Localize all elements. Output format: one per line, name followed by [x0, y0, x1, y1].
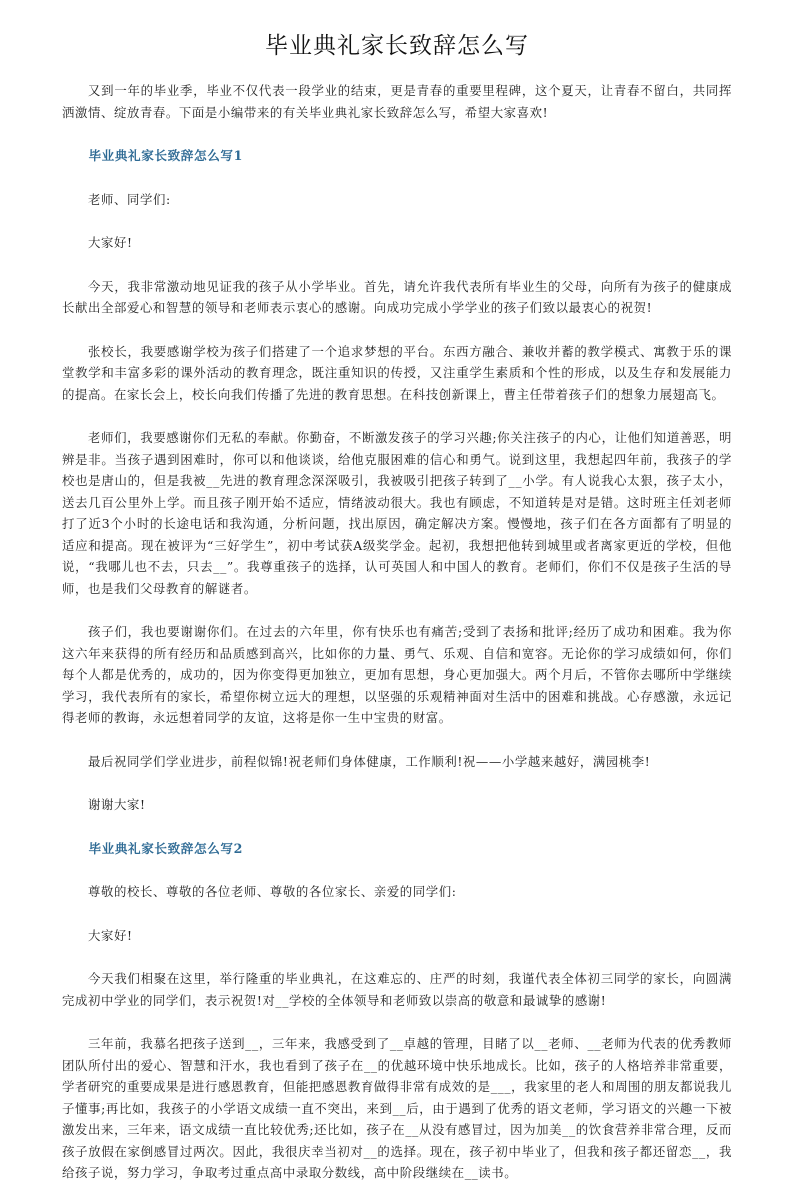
section-heading-2: 毕业典礼家长致辞怎么写2 — [88, 840, 243, 856]
spacer — [62, 405, 732, 427]
closing-wishes: 最后祝同学们学业进步，前程似锦!祝老师们身体健康，工作顺利!祝——小学越来越好，满园桃李! — [88, 753, 651, 769]
body-paragraph: 张校长，我要感谢学校为孩子们搭建了一个追求梦想的平台。东西方融合、兼收并蓄的教学模式、寓教于乐的课堂教学和丰富多彩的课外活动的教育理念，既注重知识的传授，又注重学生素质和个性的形成，以及生存和发展能力的提高。在家长会上，校长向我们传播了先进的教育思想。在科技创新课上，曹主任带着孩子们的想象力展翅高飞。 — [62, 343, 732, 402]
spacer — [62, 319, 732, 341]
spacer — [62, 599, 732, 621]
document-title: 毕业典礼家长致辞怎么写 — [265, 33, 529, 59]
body-paragraph: 今天我们相聚在这里，举行隆重的毕业典礼，在这难忘的、庄严的时刻，我谨代表全体初三同学的家长，向圆满完成初中学业的同学们，表示祝贺!对__学校的全体领导和老师致以崇高的敬意和最诚挚的感谢! — [62, 971, 732, 1008]
spacer — [62, 167, 732, 189]
section-heading-1: 毕业典礼家长致辞怎么写1 — [88, 148, 243, 163]
body-paragraph: 老师们，我要感谢你们无私的奉献。你勤奋，不断激发孩子的学习兴趣;你关注孩子的内心，让他们知道善恶，明辨是非。当孩子遇到困难时，你可以和他谈谈，给他克服困难的信心和勇气。说到这里，我想起四年前，我孩子的学校也是唐山的，但是我被__先进的教育理念深深吸引，我被吸引把孩子转到了__小学。有人说我心太狠，孩子太小，送去几百公里外上学。而且孩子刚开始不适应，情绪波动很大。我也有顾虑，不知道转是对是错。这时班主任刘老师打了近3个小时的长途电话和我沟通，分析问题，找出原因，确定解决方案。慢慢地，孩子们在各方面都有了明显的适应和提高。现在被评为“三好学生”，初中考试获A级奖学金。起初，我想把他转到城里或者离家更近的学校，但他说，“我哪儿也不去，只去__”。我尊重孩子的选择，认可英国人和中国人的教育。老师们，你们不仅是孩子生活的导师，也是我们父母教育的解谜者。 — [62, 430, 732, 596]
spacer — [62, 729, 732, 751]
body-paragraph: 今天，我非常激动地见证我的孩子从小学毕业。首先，请允许我代表所有毕业生的父母，向所有为孩子的健康成长献出全部爱心和智慧的领导和老师表示衷心的感谢。向成功完成小学学业的孩子们致以最衷心的祝贺! — [62, 278, 732, 315]
intro-paragraph: 又到一年的毕业季，毕业不仅代表一段学业的结束，更是青春的重要里程碑，这个夏天，让青春不留白，共同挥洒激情、绽放青春。下面是小编带来的有关毕业典礼家长致辞怎么写，希望大家喜欢! — [62, 83, 732, 120]
thanks: 谢谢大家! — [88, 797, 146, 812]
spacer — [62, 1011, 732, 1033]
spacer — [62, 772, 732, 794]
greeting: 大家好! — [88, 235, 133, 250]
body-paragraph: 三年前，我慕名把孩子送到__，三年来，我感受到了__卓越的管理，目睹了以__老师、__老师为代表的优秀教师团队所付出的爱心、智慧和汗水，我也看到了孩子在__的优越环境中快乐地成长。比如，孩子的人格培养非常重要，学者研究的重要成果是进行感恩教育，但能把感恩教育做得非常有成效的是___，我家里的老人和周围的朋友都说我儿子懂事;再比如，我孩子的小学语文成绩一直不突出，来到__后，由于遇到了优秀的语文老师，学习语文的兴趣一下被激发出来，三年来，语文成绩一直比较优秀;还比如，孩子在__从没有感冒过，因为加美__的饮食营养非常合理，反而孩子放假在家倒感冒过两次。因此，我很庆幸当初对__的选择。现在，孩子初中毕业了，但我和孩子都还留恋__，我给孩子说，努力学习，争取考过重点高中录取分数线，高中阶段继续在__读书。 — [62, 1036, 732, 1180]
spacer — [62, 210, 732, 232]
salutation: 老师、同学们: — [88, 191, 171, 207]
spacer — [62, 816, 732, 838]
greeting: 大家好! — [88, 927, 133, 943]
spacer — [62, 254, 732, 276]
salutation: 尊敬的校长、尊敬的各位老师、尊敬的各位家长、亲爱的同学们: — [88, 884, 457, 899]
document-body — [62, 80, 732, 1184]
spacer — [62, 859, 732, 881]
body-paragraph: 孩子们，我也要谢谢你们。在过去的六年里，你有快乐也有痛苦;受到了表扬和批评;经历了成功和困难。我为你这六年来获得的所有经历和品质感到高兴，比如你的力量、勇气、乐观、自信和宽容。无论你的学习成绩如何，你们每个人都是优秀的，成功的，因为你变得更加独立，更加有思想，身心更加强大。两个月后，不管你去哪所中学继续学习，我代表所有的家长，希望你树立远大的理想，以坚强的乐观精神面对生活中的困难和挑战。心存感激，永远记得老师的教诲，永远想着同学的友谊，这将是你一生中宝贵的财富。 — [62, 624, 732, 725]
spacer — [62, 946, 732, 968]
spacer — [62, 903, 732, 925]
spacer — [62, 123, 732, 145]
